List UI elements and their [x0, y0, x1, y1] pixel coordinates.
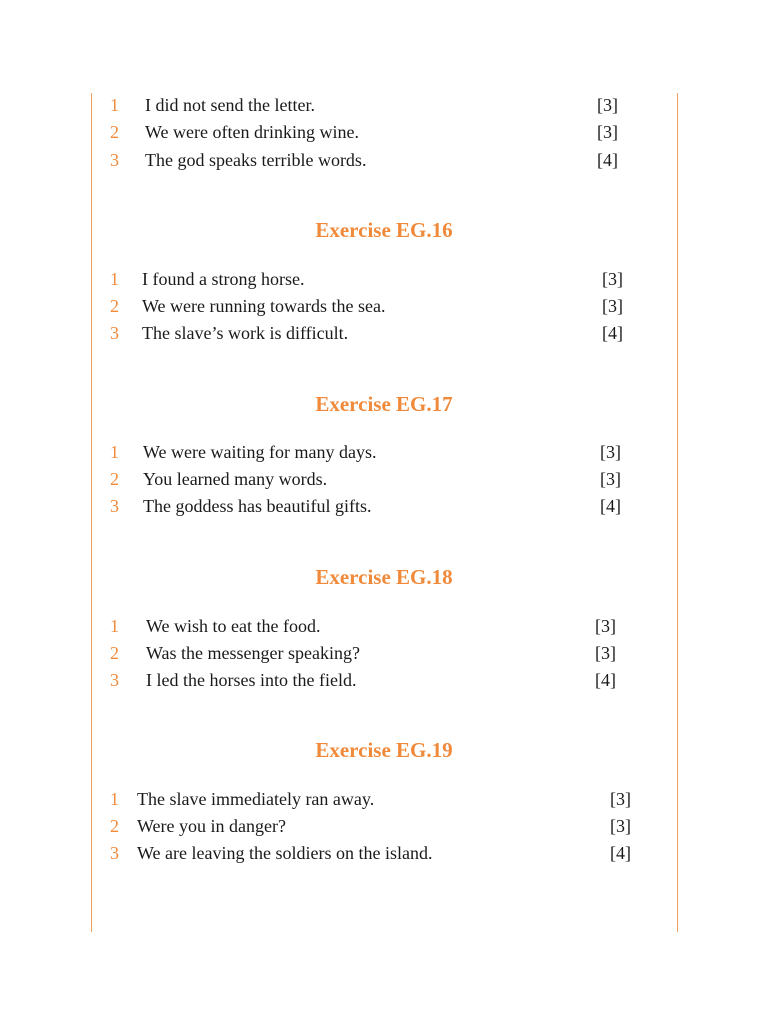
item-number: 2: [110, 816, 119, 836]
item-text: The slave’s work is difficult.: [142, 323, 349, 343]
item-number: 1: [110, 616, 119, 636]
item-marks: [4]: [610, 843, 631, 863]
exercise-heading: Exercise EG.19: [315, 738, 453, 762]
item-text: I did not send the letter.: [145, 95, 315, 115]
item-marks: [4]: [602, 323, 623, 343]
item-marks: [3]: [595, 643, 616, 663]
item-number: 1: [110, 442, 119, 462]
item-marks: [4]: [595, 670, 616, 690]
item-number: 1: [110, 95, 119, 115]
item-marks: [3]: [600, 442, 621, 462]
item-text: We were running towards the sea.: [142, 296, 386, 316]
item-text: Was the messenger speaking?: [146, 643, 360, 663]
item-text: Were you in danger?: [137, 816, 286, 836]
item-marks: [3]: [610, 789, 631, 809]
item-marks: [3]: [602, 269, 623, 289]
item-text: We were often drinking wine.: [145, 122, 359, 142]
item-marks: [3]: [597, 95, 618, 115]
item-number: 3: [110, 150, 119, 170]
item-text: The slave immediately ran away.: [137, 789, 375, 809]
item-marks: [3]: [597, 122, 618, 142]
item-text: The goddess has beautiful gifts.: [143, 496, 372, 516]
item-marks: [3]: [595, 616, 616, 636]
item-number: 3: [110, 496, 119, 516]
item-text: The god speaks terrible words.: [145, 150, 367, 170]
item-number: 3: [110, 843, 119, 863]
exercise-heading: Exercise EG.16: [315, 218, 453, 242]
item-text: We were waiting for many days.: [143, 442, 377, 462]
item-number: 1: [110, 789, 119, 809]
item-marks: [3]: [600, 469, 621, 489]
exercise-heading: Exercise EG.17: [315, 392, 453, 416]
item-number: 2: [110, 469, 119, 489]
item-marks: [3]: [610, 816, 631, 836]
item-number: 3: [110, 323, 119, 343]
item-text: I led the horses into the field.: [146, 670, 357, 690]
item-text: We wish to eat the food.: [146, 616, 321, 636]
item-number: 2: [110, 122, 119, 142]
item-number: 3: [110, 670, 119, 690]
exercise-heading: Exercise EG.18: [315, 565, 453, 589]
item-marks: [4]: [600, 496, 621, 516]
item-number: 1: [110, 269, 119, 289]
item-marks: [4]: [597, 150, 618, 170]
item-number: 2: [110, 643, 119, 663]
item-text: We are leaving the soldiers on the island.: [137, 843, 433, 863]
item-marks: [3]: [602, 296, 623, 316]
item-text: I found a strong horse.: [142, 269, 305, 289]
item-text: You learned many words.: [143, 469, 328, 489]
item-number: 2: [110, 296, 119, 316]
